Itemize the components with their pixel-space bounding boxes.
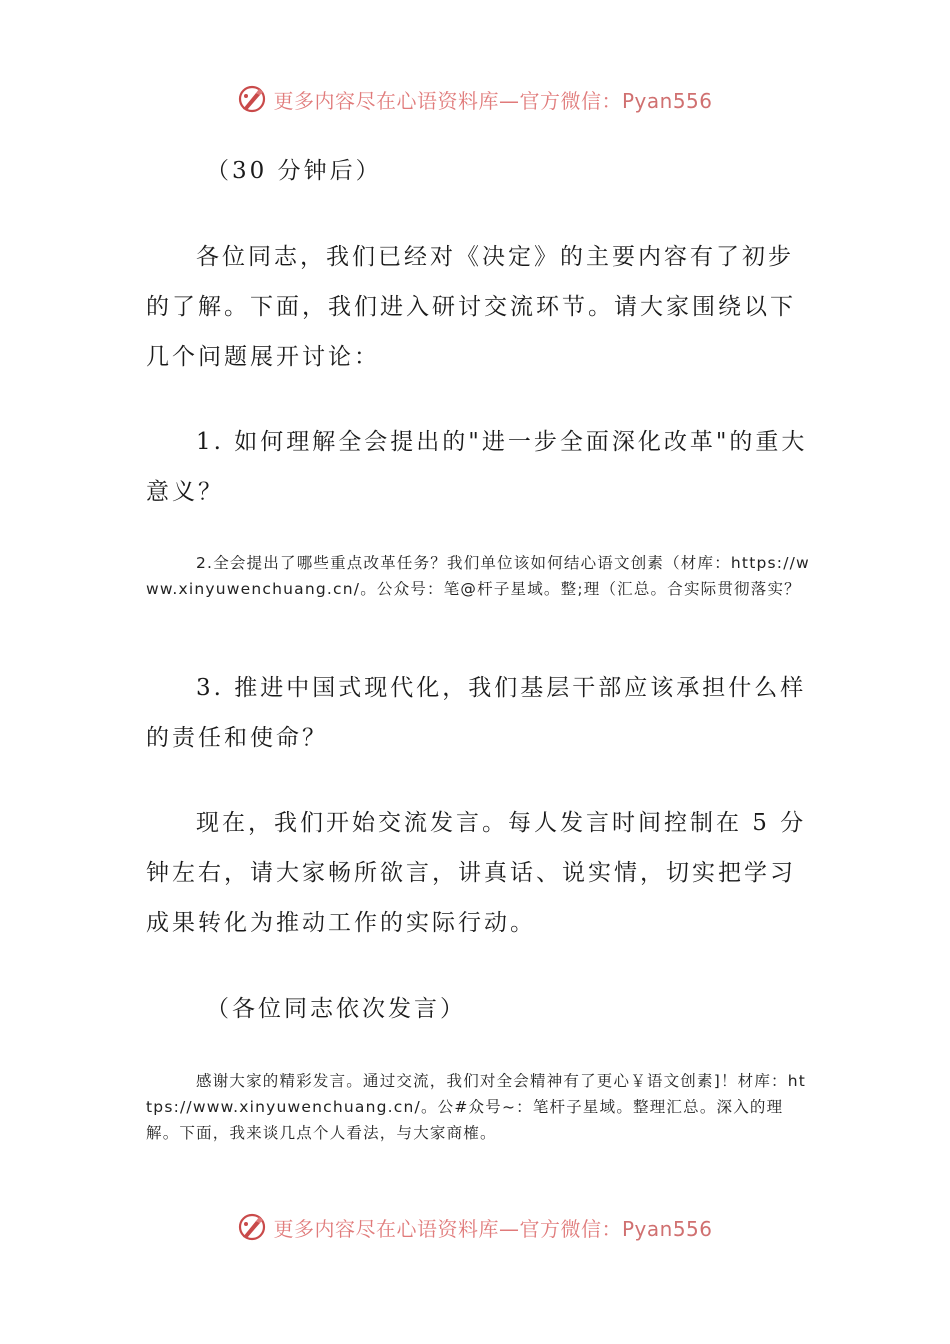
paragraph-time-note: （30 分钟后） xyxy=(206,158,382,184)
wechat-id: Pyan556 xyxy=(621,1216,713,1241)
paragraph-question-1: 1. 如何理解全会提出的"进一步全面深化改革"的重大意义？ xyxy=(146,429,808,505)
footer-banner xyxy=(0,1212,950,1242)
banner-text: 更多内容尽在心语资料库—官方微信：Pyan556 xyxy=(273,1216,713,1241)
paragraph-question-3: 3. 推进中国式现代化，我们基层干部应该承担什么样的责任和使命？ xyxy=(146,675,807,751)
paragraph-question-2: 2.全会提出了哪些重点改革任务？我们单位该如何结心语文创素（材库：https://www.xinyuwenchuang.cn/。公众号：笔@杆子星域。整;理（汇总。合实际贯彻落实？ xyxy=(146,554,810,598)
banner-text: 更多内容尽在心语资料库—官方微信：Pyan556 xyxy=(273,88,713,113)
paragraph-thanks: 感谢大家的精彩发言。通过交流，我们对全会精神有了更心￥语文创素]！材库：https://www.xinyuwenchuang.cn/。公#众号~：笔杆子星域。整理汇总。深入的理解。下面，我来谈几点个人看法，与大家商榷。 xyxy=(146,1072,807,1142)
pen-circle-logo-icon xyxy=(237,1212,267,1242)
paragraph-speaking-note: （各位同志依次发言） xyxy=(206,996,466,1022)
pen-circle-logo-icon xyxy=(237,84,267,114)
header-banner xyxy=(0,84,950,114)
wechat-id: Pyan556 xyxy=(621,88,713,113)
paragraph-discussion: 现在，我们开始交流发言。每人发言时间控制在 5 分钟左右，请大家畅所欲言，讲真话、说实情，切实把学习成果转化为推动工作的实际行动。 xyxy=(146,810,807,936)
paragraph-intro: 各位同志，我们已经对《决定》的主要内容有了初步的了解。下面，我们进入研讨交流环节。请大家围绕以下几个问题展开讨论： xyxy=(146,244,796,370)
